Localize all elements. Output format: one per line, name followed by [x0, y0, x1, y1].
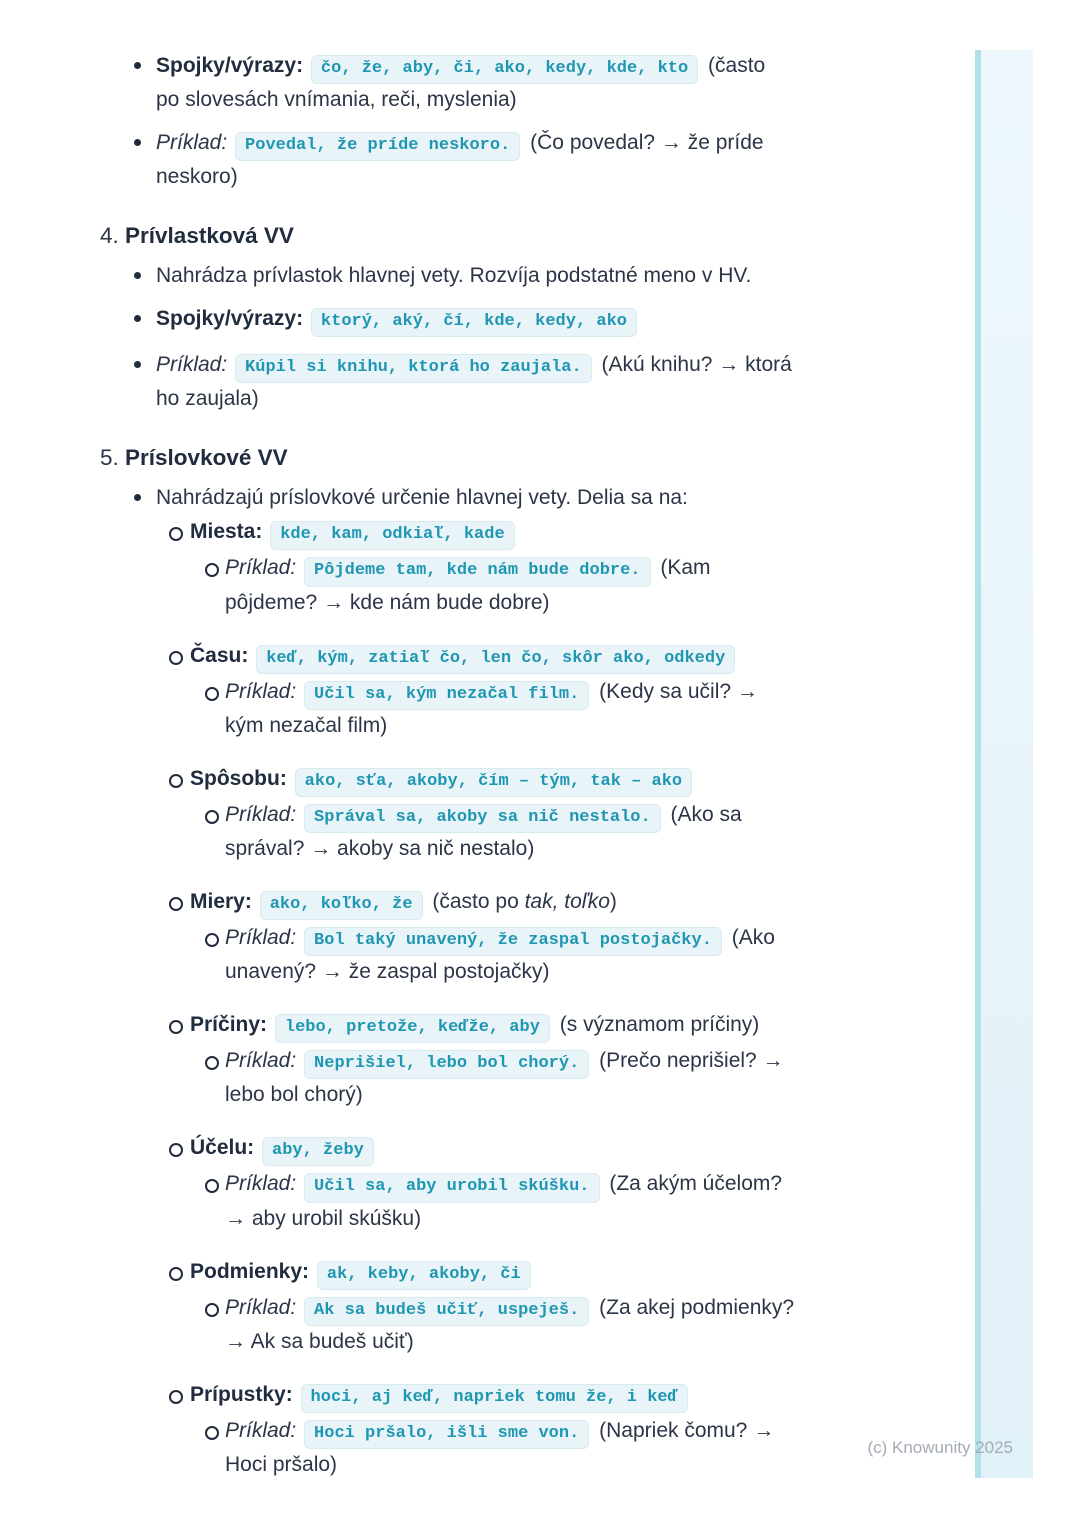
list-item — [100, 1256, 892, 1290]
section-number: 5. — [100, 445, 119, 471]
example-label: Príklad: — [225, 1418, 297, 1442]
list-item — [100, 886, 892, 920]
list-item — [100, 303, 892, 337]
category-label: Prípustky: — [190, 1382, 293, 1406]
text-run: (Napriek čomu? → — [599, 1418, 775, 1442]
connector-chip: Ak sa budeš učiť, uspeješ. — [304, 1297, 589, 1326]
text-run: správal? → akoby sa nič nestalo) — [225, 836, 535, 860]
section-number: 4. — [100, 223, 119, 249]
category-label: Spojky/výrazy: — [156, 307, 304, 331]
list-item — [100, 640, 892, 674]
connector-chip: Povedal, že príde neskoro. — [235, 132, 520, 161]
connector-chip: aby, žeby — [262, 1137, 374, 1166]
connector-chip: ktorý, aký, čí, kde, kedy, ako — [311, 308, 637, 337]
text-run: lebo bol chorý) — [225, 1083, 363, 1107]
text-run: (Za akej podmienky? — [599, 1295, 795, 1319]
text-run: Nahrádza prívlastok hlavnej vety. Rozvíja podstatné meno v HV. — [156, 264, 752, 288]
connector-chip: kde, kam, odkiaľ, kade — [270, 521, 514, 550]
category-label: Príčiny: — [190, 1013, 268, 1037]
section-heading — [100, 442, 892, 474]
section-title: Príslovkové VV — [125, 445, 288, 471]
list-item — [100, 349, 892, 414]
list-item — [100, 922, 892, 987]
list-item — [100, 1132, 892, 1166]
example-label: Príklad: — [225, 926, 297, 950]
example-label: Príklad: — [225, 679, 297, 703]
decorative-side-stripe — [975, 50, 1033, 1478]
text-run: (často — [708, 54, 766, 77]
connector-chip: hoci, aj keď, napriek tomu že, i keď — [301, 1384, 688, 1413]
list-item — [100, 482, 892, 513]
list-item — [100, 1415, 892, 1480]
text-run: (Za akým účelom? — [609, 1172, 783, 1196]
section-heading — [100, 220, 892, 252]
text-run: (Kam — [660, 556, 711, 580]
list-item — [100, 127, 892, 192]
list-item — [100, 1292, 892, 1357]
list-item — [100, 516, 892, 550]
text-run: (Ako — [731, 926, 775, 950]
list-item — [100, 50, 892, 115]
category-label: Miery: — [190, 889, 252, 913]
connector-chip: ako, sťa, akoby, čím – tým, tak – ako — [295, 768, 692, 797]
text-run: (Akú knihu? → ktorá — [601, 353, 792, 377]
connector-chip: Bol taký unavený, že zaspal postojačky. — [304, 927, 722, 956]
connector-chip: lebo, pretože, keďže, aby — [275, 1014, 550, 1043]
example-label: Príklad: — [156, 131, 228, 155]
example-label: Príklad: — [225, 1172, 297, 1196]
text-run: tak, toľko — [524, 889, 610, 913]
connector-chip: čo, že, aby, či, ako, kedy, kde, kto — [311, 55, 698, 84]
document-content — [100, 50, 892, 1480]
connector-chip: Neprišiel, lebo bol chorý. — [304, 1050, 589, 1079]
connector-chip: ak, keby, akoby, či — [317, 1261, 531, 1290]
text-run: pôjdeme? → kde nám bude dobre) — [225, 590, 550, 614]
list-item — [100, 676, 892, 741]
text-run: ) — [609, 889, 617, 913]
example-label: Príklad: — [225, 1295, 297, 1319]
connector-chip: Správal sa, akoby sa nič nestalo. — [304, 804, 661, 833]
example-label: Príklad: — [156, 353, 228, 377]
section-title: Prívlastková VV — [125, 223, 294, 249]
text-run: (Prečo neprišiel? → — [599, 1049, 784, 1073]
category-label: Času: — [190, 643, 249, 667]
text-run: unavený? → že zaspal postojačky) — [225, 960, 550, 984]
connector-chip: ako, koľko, že — [260, 891, 423, 920]
text-run: → Ak sa budeš učiť) — [225, 1329, 414, 1353]
example-label: Príklad: — [225, 1049, 297, 1073]
list-item — [100, 1045, 892, 1110]
list-item — [100, 260, 892, 291]
text-run: ho zaujala) — [156, 387, 259, 411]
connector-chip: Kúpil si knihu, ktorá ho zaujala. — [235, 354, 592, 383]
list-item — [100, 1379, 892, 1413]
text-run: (s významom príčiny) — [559, 1013, 760, 1037]
connector-chip: keď, kým, zatiaľ čo, len čo, skôr ako, odkedy — [256, 645, 735, 674]
text-run: neskoro) — [156, 165, 238, 189]
text-run: → aby urobil skúšku) — [225, 1206, 422, 1230]
text-run: po slovesách vnímania, reči, myslenia) — [156, 88, 517, 112]
example-label: Príklad: — [225, 802, 297, 826]
connector-chip: Učil sa, kým nezačal film. — [304, 681, 589, 710]
text-run: Hoci pršalo) — [225, 1452, 338, 1476]
text-run: (Ako sa — [670, 802, 742, 826]
list-item — [100, 799, 892, 864]
example-label: Príklad: — [225, 556, 297, 580]
list-item — [100, 552, 892, 617]
connector-chip: Pôjdeme tam, kde nám bude dobre. — [304, 557, 650, 586]
list-item — [100, 1009, 892, 1043]
text-run: Nahrádzajú príslovkové určenie hlavnej vety. Delia sa na: — [156, 486, 688, 510]
text-run: kým nezačal film) — [225, 713, 388, 737]
text-run: (Čo povedal? → že príde — [530, 131, 764, 155]
category-label: Účelu: — [190, 1136, 255, 1160]
category-label: Spojky/výrazy: — [156, 54, 304, 77]
category-label: Spôsobu: — [190, 766, 287, 790]
list-item — [100, 763, 892, 797]
list-item — [100, 1168, 892, 1233]
text-run: (Kedy sa učil? → — [599, 679, 758, 703]
category-label: Miesta: — [190, 520, 263, 544]
copyright-footer: (c) Knowunity 2025 — [867, 1438, 1013, 1457]
connector-chip: Hoci pršalo, išli sme von. — [304, 1420, 589, 1449]
category-label: Podmienky: — [190, 1259, 310, 1283]
connector-chip: Učil sa, aby urobil skúšku. — [304, 1173, 599, 1202]
text-run: (často po — [432, 889, 525, 913]
